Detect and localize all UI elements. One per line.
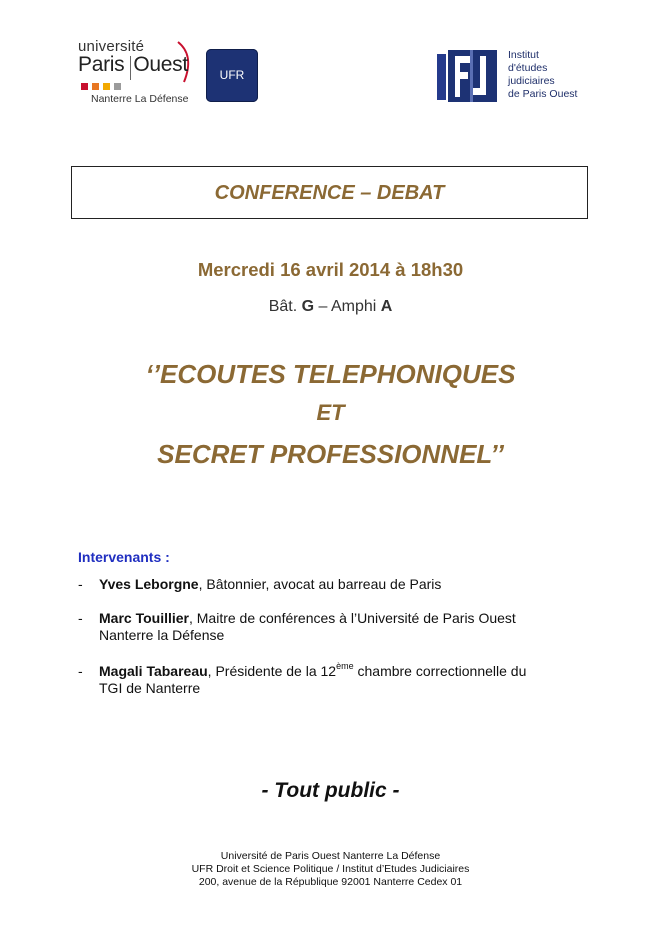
- university-logo-line1: université: [78, 38, 145, 55]
- banner-title: CONFERENCE – DEBAT: [214, 182, 445, 204]
- speaker-name: Magali Tabareau: [99, 663, 208, 679]
- footer-line3: 200, avenue de la République 92001 Nanterre Cedex 01: [198, 876, 463, 888]
- university-logo-line3: Nanterre La Défense: [91, 93, 189, 105]
- iej-logo: [437, 50, 597, 102]
- university-logo-line2: Paris Ouest: [78, 53, 188, 76]
- university-logo: [78, 38, 203, 106]
- conference-title-line3: SECRET PROFESSIONNEL’’: [157, 439, 504, 469]
- color-dot: [81, 83, 88, 90]
- footer-line1: Université de Paris Ouest Nanterre La Défense: [220, 850, 441, 862]
- color-dot: [114, 83, 121, 90]
- conference-title-line2: ET: [316, 400, 345, 425]
- ufr-badge-label: UFR: [219, 68, 245, 82]
- footer-line2: UFR Droit et Science Politique / Institut d’Etudes Judiciaires: [191, 863, 470, 875]
- iej-logo-text: Institut d'études judiciaires de Paris Ouest: [508, 49, 578, 100]
- university-color-dots: [81, 83, 121, 90]
- speaker-name: Marc Touillier: [99, 610, 189, 626]
- event-location: Bât. G – Amphi A: [268, 298, 393, 315]
- speakers-heading: Intervenants :: [78, 549, 170, 565]
- conference-banner: [71, 166, 588, 219]
- color-dot: [92, 83, 99, 90]
- speaker-name: Yves Leborgne: [99, 576, 199, 592]
- event-date: Mercredi 16 avril 2014 à 18h30: [197, 259, 464, 280]
- audience-note: - Tout public -: [261, 779, 400, 802]
- iej-emblem-icon: [437, 50, 499, 102]
- conference-title-line1: ‘’ECOUTES TELEPHONIQUES: [145, 359, 516, 389]
- color-dot: [103, 83, 110, 90]
- ufr-badge: [206, 49, 258, 102]
- university-logo-separator: [130, 56, 131, 80]
